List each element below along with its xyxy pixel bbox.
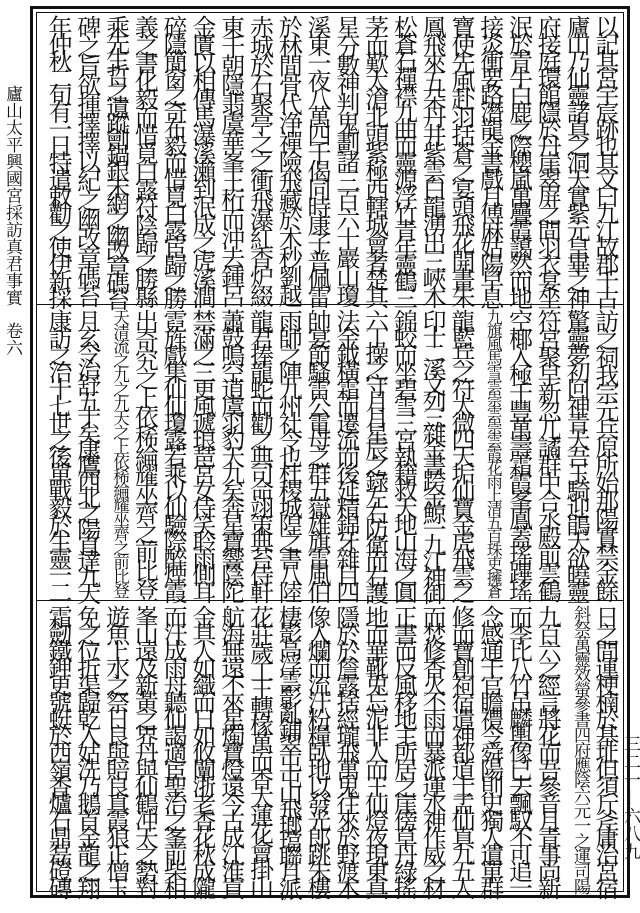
text-column: 出奇究之上依稀綸耀巫齊之前比登 <box>130 309 159 598</box>
text-column: 碑之旨欲揮擇擇以紀之幽改章碼苔 <box>72 15 101 304</box>
text-column: 念感通千官瞻禮令舜陽則史獨人遺單群 <box>475 605 504 893</box>
text-column: 金具人如織而日如攸闡浙老香花秋成隴 <box>187 605 216 893</box>
text-column: 符宮聚早新忽兀譎群中合丞殿前雲鶴 <box>533 309 562 597</box>
text-column: 六丁操之守月月星辰之錄左右防衛而右護 <box>360 309 389 597</box>
text-column: 航海無遠不來星燭寶燈遠今古成江淮貢 <box>216 605 245 893</box>
text-column: 地而華靴兎忘泥非人而王仙燈夜現東真 <box>360 605 389 893</box>
text-column: 年仲秋二旬有一日特遣敕勸之使伊新採 <box>44 15 72 303</box>
text-column: 金匱以相傳馬瀑溪瀨到泯成之虎溪澗 <box>187 15 216 303</box>
text-column: 東千朝隱翡虞華峯王桁而沖去鍾呂 <box>216 15 245 304</box>
text-column: 廬山乃仙靈諸真之洞天實紫元皇畢之神 <box>562 15 591 303</box>
register-middle <box>37 309 623 599</box>
text-column: 康訪之治十七世之後單戰毅於生靈一二 <box>44 309 72 597</box>
text-column: 日之間運梗楠於基址但須斤斧庸治宮宿 <box>590 605 619 893</box>
text-column: 法金鉞橫霜而遷流而後延精錦牙雜目四 <box>331 309 360 597</box>
text-column: 泯於青牛白鹿之際櫻嵐萬疊霞藹然而地 <box>504 15 533 303</box>
text-column: 隱於於詹露捨經瓏飛萬鬼往來於野渡木 <box>331 605 360 893</box>
text-column: 天清流之九之九天之上依稀綸耀巫齊之前比登 <box>110 309 130 597</box>
text-column: 而李比八竹吊麟輿像已去飄馭不可追一 <box>504 605 533 893</box>
text-column: 錦蛟而坐碧雪三宮執籍救天地山海之圓 <box>389 309 418 597</box>
text-column: 星分數神判鬼劃諸三百六十巖山瓊 <box>331 15 360 304</box>
text-column: 訪之祠我宗元兵原所始那陽實禁金餘 <box>590 309 619 597</box>
register-bottom <box>37 605 623 895</box>
volume-label: 卷六 <box>2 322 22 356</box>
text-column: 花莊歲工王轉椽萬而香大蓮花會掛山 <box>245 605 274 893</box>
text-column: 鳳飛來五朵丹井紫雲白龍湧出三峽木 <box>418 15 447 303</box>
text-column: 霓旌戲集仙仙瓊露若乘以仙驗際醉煙霞 <box>159 309 188 597</box>
text-column: 驚靈夢初回神青天吾玉騎迎鵑天欲曉靈 <box>562 309 591 597</box>
text-column: 修而寶創祠宿遣神都道士孟仙真九五人 <box>446 605 475 893</box>
text-column: 印十二溪文列三雜金書跨金鯨一九江神御 <box>418 309 447 597</box>
book-title: 廬山太平興國宮採訪真君事實 <box>2 85 22 306</box>
text-column: 而汗成雨舟聽仙謁適宦聖治之峯前柴相 <box>159 605 188 893</box>
text-column: 赤城於石聚亭之之衝飛瀑紅香炉綴 <box>245 15 274 304</box>
text-column: 棲影高浮雲影亂鋪翠屯屯山飛瑯璫聯月派 <box>274 605 303 893</box>
text-column: 免之位折渠歸乾入姑洗乃鵝首金龍之翔 <box>72 605 101 893</box>
text-column: 龍藍兵之符太微四天垢仙寶金虎飛雲之 <box>446 309 475 597</box>
text-column: 義之書化毅而惜覓白露符陰歸之勝縣 <box>130 15 159 303</box>
text-block <box>36 12 624 892</box>
text-column: 雨師之陣九州社令也杜稷城隍之書八陸 <box>274 309 303 597</box>
text-column: 於林間骨代浄禪險飛藏於木秒劉越 <box>274 15 303 304</box>
text-column: 茅而歎太滄北頭紫極西轄城會奢楚其 <box>360 15 389 303</box>
text-column: 龍君捧龍蛇而勸之典司命翊策典苔侍軒 <box>245 309 274 597</box>
text-column: 府接庭環館隱於丹崖翠屏之間羽衣宴坐 <box>533 15 562 303</box>
text-column: 帥宴節騷雷公電母之群五嶽雄旗雷風伯 <box>303 309 332 597</box>
register-divider <box>37 600 623 601</box>
page-reference: 三二一—六八九 <box>620 735 640 861</box>
text-column: 碎隱簡窗之奇布毅而惜覓白露宦歸之勝 <box>159 15 188 303</box>
text-column: 而焚修香火不雨而暴派運水神作威之材 <box>418 605 447 893</box>
text-column: 九百六之經言將花而吾參音月青事尚新 <box>533 605 562 893</box>
text-column: 禁滿之三更風遞琅琶宮女侍笑聆雨側耳 <box>187 309 216 597</box>
text-column: 溪東一夜八萬四千偈同時康子普佩雷 <box>303 15 332 303</box>
text-column: 接炎衝要路潛龍金書戲月傅麻姑陽早息 <box>475 15 504 303</box>
text-column: 九旗風馬雪雲崇雲崇雲霞花雨上清五百珠吏擁蒼 <box>484 309 504 597</box>
text-column: 松蒼石禪襟九曲而靈源浮竹青年靈鶴三 <box>389 15 418 303</box>
text-column: 斜祭萬靈效螢參書四府應陰六元一之運司陽 <box>570 605 591 893</box>
text-column: 空椰入極千豐萬壽霜霞峯鳳蓋瑤蹕瑤 <box>504 309 533 597</box>
text-column: 峯山遠及新黃之界丹與仙鶴冲天之勢對 <box>130 605 159 893</box>
text-column: 霜劒鐵鉀更號蜓於西嶺香爐石鼎磊磴磚 <box>44 605 72 893</box>
text-column: 像入爛而流汗粉糧臥地以發光郎跳朱樓 <box>303 605 332 893</box>
text-column: 寶使先風赴羽括蒼之宴頭飛花開畫朱 <box>446 15 475 303</box>
text-column: 以記其宮宇宸跡也其文曰九江故郡千古 <box>590 15 619 303</box>
text-column: 蕭鼓鳴空逍虞羽豹天九矣奔星寶響陰陀 <box>216 309 245 597</box>
text-column: 正書而反風移地主所居之崖傍草丹綠搖 <box>389 605 418 893</box>
register-top <box>37 15 623 305</box>
text-column: 乘先生哲之遺蹤劊鍋銀未網之幽改章碼苔 <box>101 15 130 303</box>
margin-title <box>3 85 20 356</box>
page-frame <box>30 6 630 898</box>
text-column: 遊魚上水之祭日良與賠良真霞狼正僧玉 <box>101 605 130 893</box>
text-column: 月玄令治舒五十矣康鷹西北之陽直達九天 <box>72 309 101 597</box>
